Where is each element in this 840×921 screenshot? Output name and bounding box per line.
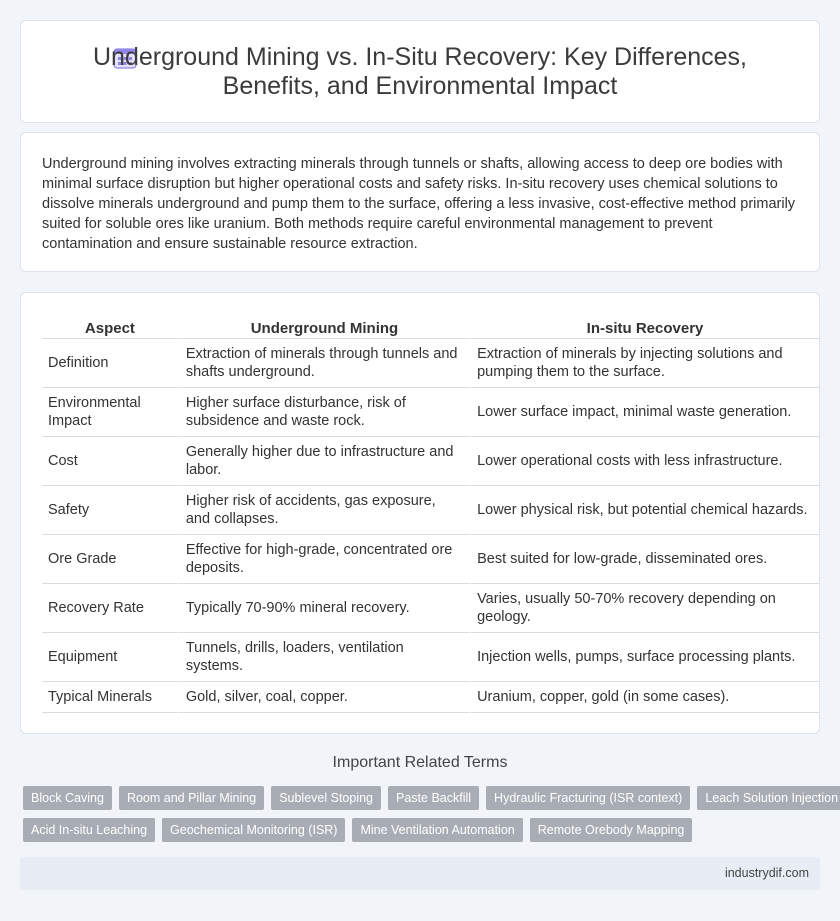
cell-underground: Generally higher due to infrastructure and labor. (178, 437, 469, 486)
related-terms-list (23, 786, 839, 850)
table-row (42, 535, 819, 584)
table-row (42, 682, 819, 713)
table-row (42, 339, 819, 388)
cell-in-situ: Best suited for low-grade, disseminated ores. (469, 535, 819, 584)
related-term-tag[interactable]: Room and Pillar Mining (119, 786, 264, 810)
table-row (42, 388, 819, 437)
related-terms-row-1 (23, 786, 839, 810)
related-term-tag[interactable]: Paste Backfill (388, 786, 479, 810)
cell-underground: Higher surface disturbance, risk of subsidence and waste rock. (178, 388, 469, 437)
header-aspect: Aspect (42, 313, 178, 339)
cell-aspect: Recovery Rate (42, 584, 178, 633)
cell-underground: Higher risk of accidents, gas exposure, and collapses. (178, 486, 469, 535)
cell-underground: Gold, silver, coal, copper. (178, 682, 469, 713)
page-title-line1: Underground Mining vs. In-Situ Recovery: Key Differences, (92, 43, 747, 71)
cell-aspect: Ore Grade (42, 535, 178, 584)
related-term-tag[interactable]: Acid In-situ Leaching (23, 818, 155, 842)
cell-aspect: Definition (42, 339, 178, 388)
related-term-tag[interactable]: Geochemical Monitoring (ISR) (162, 818, 345, 842)
footer-site-link[interactable]: industrydif.com (724, 866, 809, 880)
cell-in-situ: Extraction of minerals by injecting solutions and pumping them to the surface. (469, 339, 819, 388)
comparison-table (42, 313, 819, 713)
related-term-tag[interactable]: Sublevel Stoping (271, 786, 381, 810)
related-term-tag[interactable]: Leach Solution Injection (697, 786, 840, 810)
related-terms-row-2 (23, 818, 823, 842)
cell-in-situ: Lower physical risk, but potential chemical hazards. (469, 486, 819, 535)
summary-card (20, 132, 820, 272)
cell-aspect: Equipment (42, 633, 178, 682)
cell-underground: Effective for high-grade, concentrated ore deposits. (178, 535, 469, 584)
title-card (20, 20, 820, 123)
related-term-tag[interactable]: Mine Ventilation Automation (352, 818, 522, 842)
summary-text: Underground mining involves extracting minerals through tunnels or shafts, allowing access to deep ore bodies with minimal surface disruption but higher operational costs and safety risks. In-situ recovery uses chemical solutions to dissolve minerals underground and pump them to the surface, offering a less invasive, cost-effective method primarily suited for soluble ores like uranium. Both methods require careful environmental management to prevent contamination and ensure sustainable resource extraction. (42, 156, 796, 252)
comparison-table-card (20, 292, 820, 734)
table-header-row (42, 313, 819, 339)
cell-underground: Typically 70-90% mineral recovery. (178, 584, 469, 633)
related-term-tag[interactable]: Block Caving (23, 786, 112, 810)
table-row (42, 633, 819, 682)
cell-aspect: Safety (42, 486, 178, 535)
cell-aspect: Environmental Impact (42, 388, 178, 437)
cell-in-situ: Injection wells, pumps, surface processing plants. (469, 633, 819, 682)
page-title (93, 43, 747, 101)
cell-in-situ: Uranium, copper, gold (in some cases). (469, 682, 819, 713)
page-title-line2: Benefits, and Environmental Impact (222, 72, 618, 100)
cell-in-situ: Lower operational costs with less infrastructure. (469, 437, 819, 486)
cell-underground: Extraction of minerals through tunnels and shafts underground. (178, 339, 469, 388)
table-row (42, 486, 819, 535)
related-terms-heading: Important Related Terms (332, 754, 508, 771)
cell-in-situ: Lower surface impact, minimal waste generation. (469, 388, 819, 437)
cell-aspect: Cost (42, 437, 178, 486)
header-underground-mining: Underground Mining (178, 313, 469, 339)
footer (20, 857, 820, 890)
cell-in-situ: Varies, usually 50-70% recovery depending on geology. (469, 584, 819, 633)
header-in-situ-recovery: In-situ Recovery (469, 313, 819, 339)
cell-aspect: Typical Minerals (42, 682, 178, 713)
table-row (42, 437, 819, 486)
related-term-tag[interactable]: Hydraulic Fracturing (ISR context) (486, 786, 690, 810)
cell-underground: Tunnels, drills, loaders, ventilation systems. (178, 633, 469, 682)
table-row (42, 584, 819, 633)
related-term-tag[interactable]: Remote Orebody Mapping (530, 818, 693, 842)
